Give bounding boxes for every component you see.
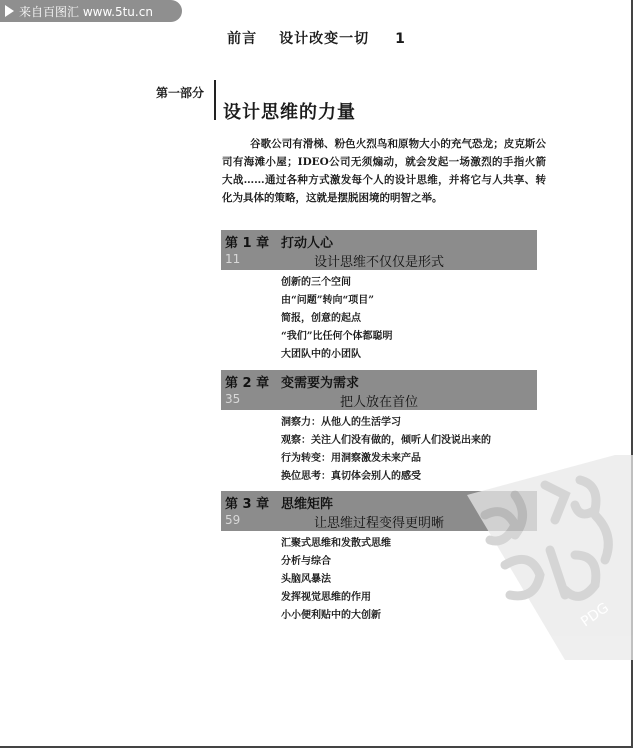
running-header <box>0 28 633 48</box>
chapter-subtitle: 把人放在首位 <box>339 395 418 410</box>
section-list <box>281 274 537 364</box>
list-item: 发挥视觉思维的作用 <box>281 592 371 603</box>
chapter-subtitle: 设计思维不仅仅是形式 <box>313 255 444 270</box>
chapter-heading-bar <box>221 230 537 270</box>
list-item: 小小便利贴中的大创新 <box>281 610 381 621</box>
list-item: 大团队中的小团队 <box>281 349 361 360</box>
header-subtitle: 设计改变一切 <box>279 31 370 47</box>
list-item: 分析与综合 <box>281 556 331 567</box>
part-divider <box>214 80 216 120</box>
header-page-number: 1 <box>395 31 406 47</box>
chapter-title: 打动人心 <box>281 236 334 251</box>
chapter-page: 11 <box>225 252 241 266</box>
part-label: 第一部分 <box>156 86 205 100</box>
list-item: 简报，创意的起点 <box>281 313 361 324</box>
chapter-heading-bar <box>221 370 537 410</box>
list-item: 创新的三个空间 <box>281 277 351 288</box>
chapter-page: 59 <box>225 513 241 527</box>
chapter-number: 第 3 章 <box>225 497 270 512</box>
list-item: 由“问题”转向“项目” <box>281 295 375 306</box>
intro-paragraph: 谷歌公司有滑梯、粉色火烈鸟和原物大小的充气恐龙；皮克斯公司有海滩小屋；IDEO公司无须煽动，就会发起一场激烈的手指火箭大战……通过各种方式激发每个人的设计思维，并将它与人共享、转化为具体的策略，这就是摆脱困境的明智之举。 <box>222 138 546 204</box>
list-item: “我们”比任何个体都聪明 <box>281 331 393 342</box>
list-item: 洞察力：从他人的生活学习 <box>281 417 401 428</box>
part-title: 设计思维的力量 <box>223 102 356 123</box>
list-item: 换位思考：真切体会别人的感受 <box>281 471 421 482</box>
list-item: 行为转变：用洞察激发未来产品 <box>281 453 421 464</box>
list-item: 观察：关注人们没有做的，倾听人们没说出来的 <box>281 435 491 446</box>
chapter-page: 35 <box>225 392 241 406</box>
stamp-text: PDG <box>578 599 612 631</box>
header-title: 前言 <box>227 31 258 47</box>
chapter-number: 第 1 章 <box>225 236 270 251</box>
chapter-title: 思维矩阵 <box>281 497 334 512</box>
seal-watermark <box>455 455 633 660</box>
watermark-banner <box>0 0 182 22</box>
chapter-number: 第 2 章 <box>225 376 270 391</box>
chapter-1 <box>221 230 537 364</box>
list-item: 汇聚式思维和发散式思维 <box>281 538 391 549</box>
chapter-subtitle: 让思维过程变得更明晰 <box>313 516 444 531</box>
play-arrow-icon <box>5 5 14 17</box>
chapter-title: 变需要为需求 <box>281 376 360 391</box>
watermark-text: 来自百图汇 www.5tu.cn <box>19 4 153 19</box>
list-item: 头脑风暴法 <box>281 574 331 585</box>
